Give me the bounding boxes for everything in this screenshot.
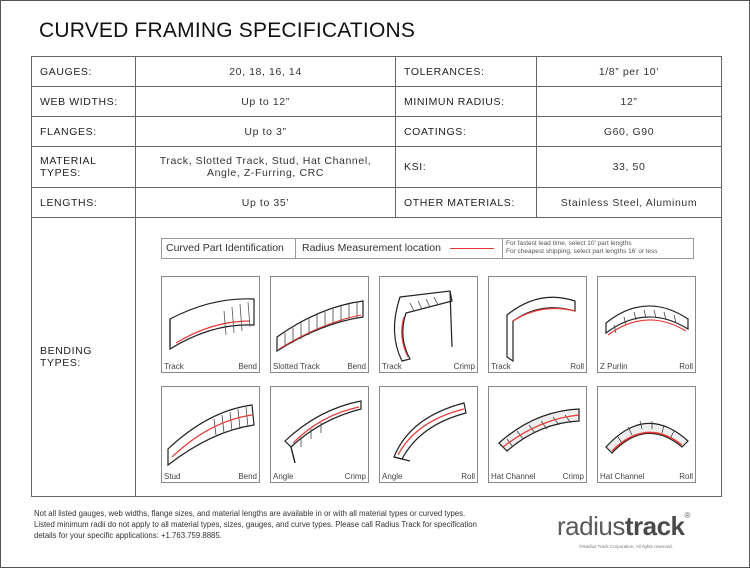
legend-note-line: For cheapest shipping, select part lengths 16' or less [506, 247, 658, 255]
spec-value: 20, 18, 16, 14 [136, 57, 396, 87]
bend-label: Crimp [344, 471, 366, 481]
part-label: Track [164, 361, 184, 371]
disclaimer: Not all listed gauges, web widths, flange sizes, and material lengths are available in or with all material types or curved types. Listed minimum radii do not apply to all material types, sizes, gauges, and curve types. Please call Radius Track for specification details for your specific applications: +1.763.759.8885. [34, 509, 477, 540]
table-row [32, 117, 722, 147]
spec-value: Up to 35’ [136, 188, 396, 218]
part-label: Stud [164, 471, 181, 481]
spec-value: Up to 3” [136, 117, 396, 147]
bend-label: Roll [679, 471, 693, 481]
bending-tile [488, 276, 587, 373]
angle-crimp-icon [271, 387, 368, 473]
radius-line-icon [450, 248, 494, 249]
spec-label: LENGTHS: [32, 188, 136, 218]
legend [161, 238, 694, 259]
legend-note-line: For fastest lead time, select 10' part lengths [506, 239, 632, 247]
bending-tile [379, 386, 478, 483]
spec-label: MATERIAL TYPES: [32, 147, 136, 188]
spec-value-line: Track, Slotted Track, Stud, Hat Channel, [159, 155, 372, 167]
spec-label: KSI: [396, 147, 537, 188]
angle-roll-icon [380, 387, 477, 473]
part-label: Track [382, 361, 402, 371]
bending-types-label: BENDING TYPES: [32, 218, 136, 497]
spec-value: Stainless Steel, Aluminum [537, 188, 722, 218]
logo-text-a: radius [557, 511, 625, 541]
bending-panel [136, 218, 722, 497]
bending-tile [270, 276, 369, 373]
part-label: Angle [273, 471, 294, 481]
legend-note [506, 240, 658, 256]
spec-value [136, 147, 396, 188]
table-row [32, 57, 722, 87]
part-label: Track [491, 361, 511, 371]
page-title: CURVED FRAMING SPECIFICATIONS [39, 19, 416, 42]
z-purlin-roll-icon [598, 277, 695, 363]
bend-label: Roll [679, 361, 693, 371]
table-row [32, 87, 722, 117]
bend-label: Crimp [562, 471, 584, 481]
spec-label: MINIMUN RADIUS: [396, 87, 537, 117]
bending-tile [161, 386, 260, 483]
hat-channel-roll-icon [598, 387, 695, 473]
spec-table [31, 56, 722, 497]
spec-label: FLANGES: [32, 117, 136, 147]
spec-label: TOLERANCES: [396, 57, 537, 87]
radius-track-logo [557, 511, 690, 542]
bend-label: Bend [347, 361, 366, 371]
legend-divider [502, 239, 503, 258]
spec-label: OTHER MATERIALS: [396, 188, 537, 218]
copyright: ©Radius Track Corporation. All rights reserved. [579, 544, 673, 549]
bend-label: Bend [238, 361, 257, 371]
bending-tile [270, 386, 369, 483]
track-roll-icon [489, 277, 586, 363]
bend-label: Roll [570, 361, 584, 371]
part-label: Hat Channel [600, 471, 645, 481]
slotted-track-bend-icon [271, 277, 368, 363]
bending-grid [144, 222, 713, 493]
bending-tile [488, 386, 587, 483]
spec-value: 33, 50 [537, 147, 722, 188]
bending-tile [597, 276, 696, 373]
stud-bend-icon [162, 387, 259, 473]
spec-label: GAUGES: [32, 57, 136, 87]
spec-label: COATINGS: [396, 117, 537, 147]
spec-value: 12” [537, 87, 722, 117]
spec-value-line: Angle, Z-Furring, CRC [206, 167, 325, 179]
legend-divider [295, 239, 296, 258]
part-label: Angle [382, 471, 403, 481]
spec-value: G60, G90 [537, 117, 722, 147]
hat-channel-crimp-icon [489, 387, 586, 473]
part-label: Slotted Track [273, 361, 320, 371]
part-label: Z Purlin [600, 361, 628, 371]
part-label: Hat Channel [491, 471, 536, 481]
table-row [32, 218, 722, 497]
registered-icon: ® [684, 511, 690, 520]
spec-label: WEB WIDTHS: [32, 87, 136, 117]
logo-text-b: track [624, 511, 685, 541]
bending-tile [379, 276, 478, 373]
bend-label: Crimp [453, 361, 475, 371]
legend-part-id: Curved Part Identification [166, 241, 284, 254]
table-row [32, 188, 722, 218]
bending-tile [597, 386, 696, 483]
bending-tile [161, 276, 260, 373]
track-crimp-icon [380, 277, 477, 363]
spec-value: Up to 12” [136, 87, 396, 117]
track-bend-icon [162, 277, 259, 363]
spec-value: 1/8” per 10’ [537, 57, 722, 87]
legend-radius: Radius Measurement location [302, 241, 441, 254]
bend-label: Roll [461, 471, 475, 481]
bend-label: Bend [238, 471, 257, 481]
table-row [32, 147, 722, 188]
